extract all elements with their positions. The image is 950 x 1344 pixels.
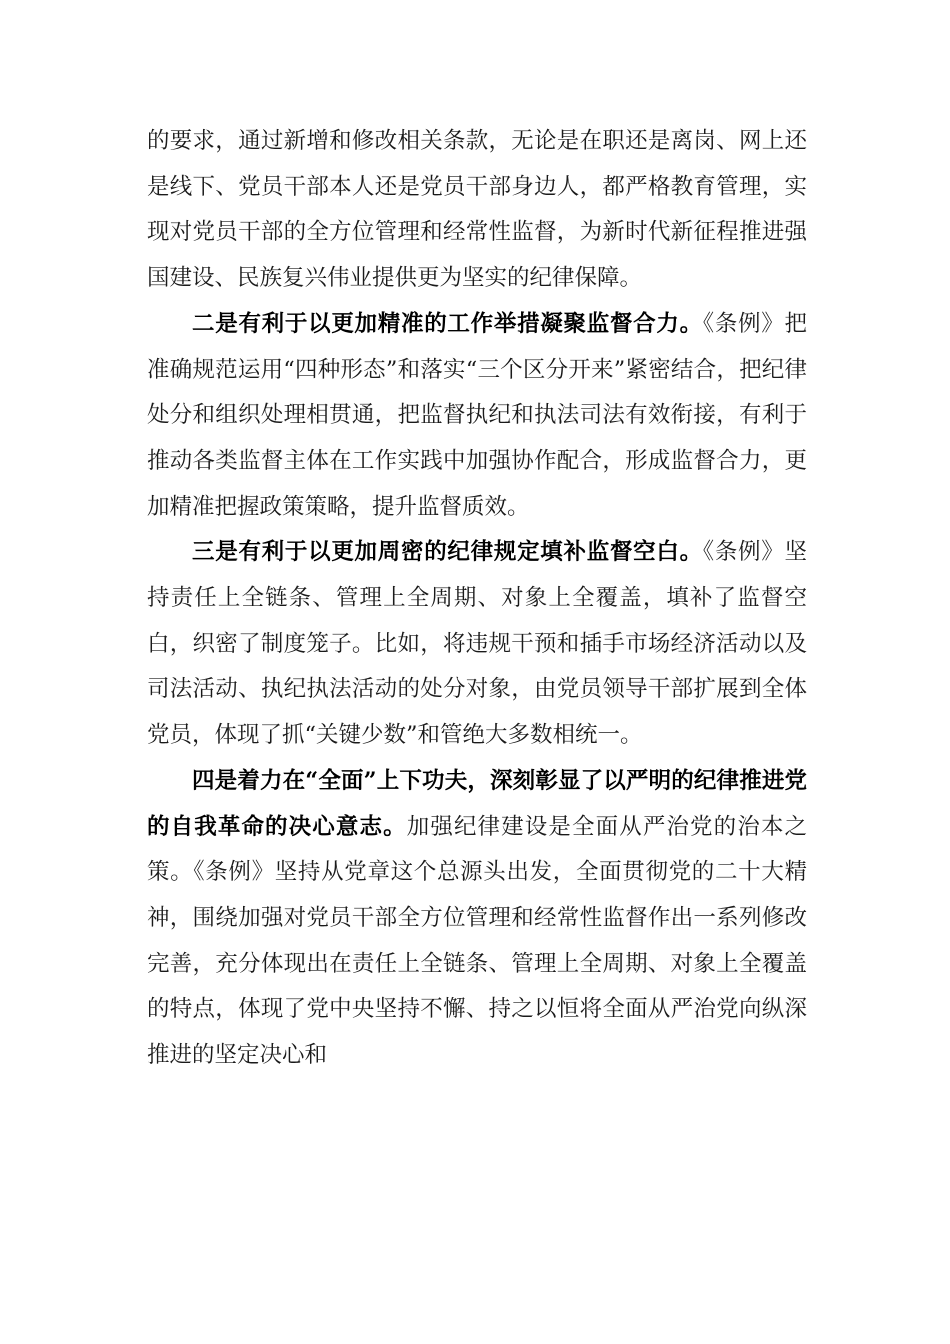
paragraph-lead-heading: 三是有利于以更加周密的纪律规定填补监督空白。 — [192, 539, 703, 566]
paragraph-lead-heading: 二是有利于以更加精准的工作举措凝聚监督合力。 — [192, 310, 703, 337]
paragraph-body: 加强纪律建设是全面从严治党的治本之策。《条例》坚持从党章这个总源头出发，全面贯彻党的二十大精神，围绕加强对党员干部全方位管理和经常性监督作出一系列修改完善，充分体现出在责任上全链条、管理上全周期、对象上全覆盖的特点，体现了党中央坚持不懈、持之以恒将全面从严治党向纵深推进的坚定决心和 — [147, 813, 807, 1069]
paragraph-point-two — [147, 302, 807, 531]
paragraph-body: 《条例》把准确规范运用“四种形态”和落实“三个区分开来”紧密结合，把纪律处分和组织处理相贯通，把监督执纪和执法司法有效衔接，有利于推动各类监督主体在工作实践中加强协作配合，形成监督合力，更加精准把握政策策略，提升监督质效。 — [147, 310, 807, 520]
paragraph-point-three — [147, 530, 807, 759]
paragraph-body: 《条例》坚持责任上全链条、管理上全周期、对象上全覆盖，填补了监督空白，织密了制度笼子。比如，将违规干预和插手市场经济活动以及司法活动、执纪执法活动的处分对象，由党员领导干部扩展到全体党员，体现了抓“关键少数”和管绝大多数相统一。 — [147, 539, 807, 749]
paragraph-point-four — [147, 759, 807, 1079]
paragraph-continuation — [147, 119, 807, 302]
document-body — [147, 119, 807, 1079]
paragraph-lead-heading: 四是着力在“全面”上下功夫，深刻彰显了以严明的纪律推进党的自我革命的决心意志。 — [147, 767, 807, 840]
paragraph-body: 的要求，通过新增和修改相关条款，无论是在职还是离岗、网上还是线下、党员干部本人还是党员干部身边人，都严格教育管理，实现对党员干部的全方位管理和经常性监督，为新时代新征程推进强国建设、民族复兴伟业提供更为坚实的纪律保障。 — [147, 128, 807, 292]
